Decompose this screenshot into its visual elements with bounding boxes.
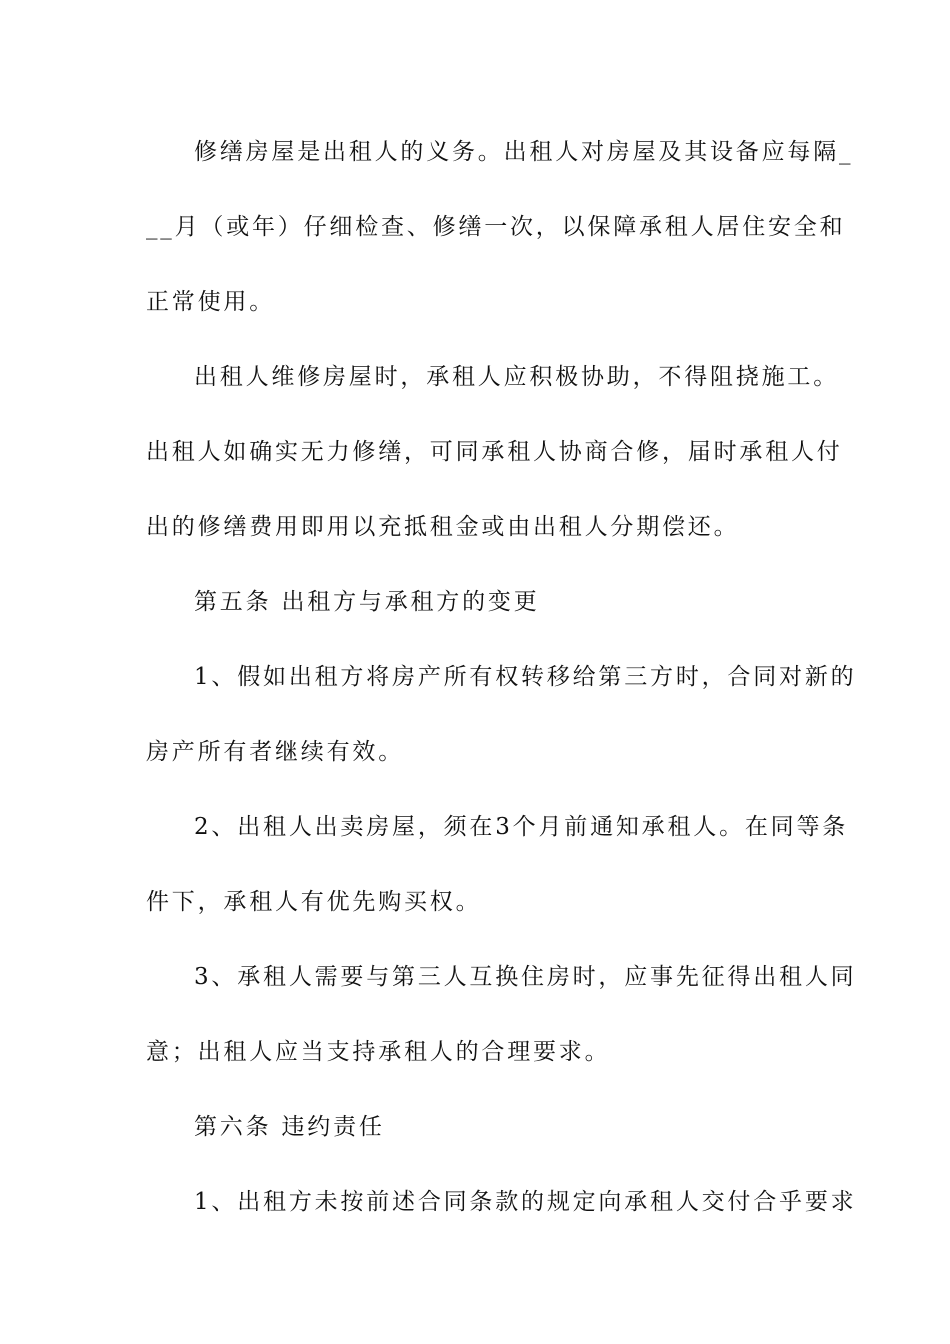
paragraph-line: 1、出租方未按前述合同条款的规定向承租人交付合乎要求 <box>194 1189 857 1215</box>
paragraph-line: 房产所有者继续有效。 <box>146 739 404 765</box>
section-heading: 第五条 出租方与承租方的变更 <box>194 589 540 615</box>
paragraph-line: __月（或年）仔细检查、修缮一次，以保障承租人居住安全和 <box>146 214 846 240</box>
paragraph-line: 正常使用。 <box>146 289 275 315</box>
paragraph-line: 意；出租人应当支持承租人的合理要求。 <box>146 1039 611 1065</box>
paragraph-line: 1、假如出租方将房产所有权转移给第三方时，合同对新的 <box>194 664 857 690</box>
paragraph-line: 3、承租人需要与第三人互换住房时，应事先征得出租人同 <box>194 964 857 990</box>
section-heading: 第六条 违约责任 <box>194 1114 385 1140</box>
paragraph-line: 出的修缮费用即用以充抵租金或由出租人分期偿还。 <box>146 514 740 540</box>
paragraph-line: 2、出租人出卖房屋，须在3个月前通知承租人。在同等条 <box>194 814 849 840</box>
paragraph-line: 出租人如确实无力修缮，可同承租人协商合修，届时承租人付 <box>146 439 843 465</box>
paragraph-line: 件下，承租人有优先购买权。 <box>146 889 482 915</box>
paragraph-line: 出租人维修房屋时，承租人应积极协助，不得阻挠施工。 <box>194 364 839 390</box>
paragraph-line: 修缮房屋是出租人的义务。出租人对房屋及其设备应每隔_ <box>194 139 854 165</box>
